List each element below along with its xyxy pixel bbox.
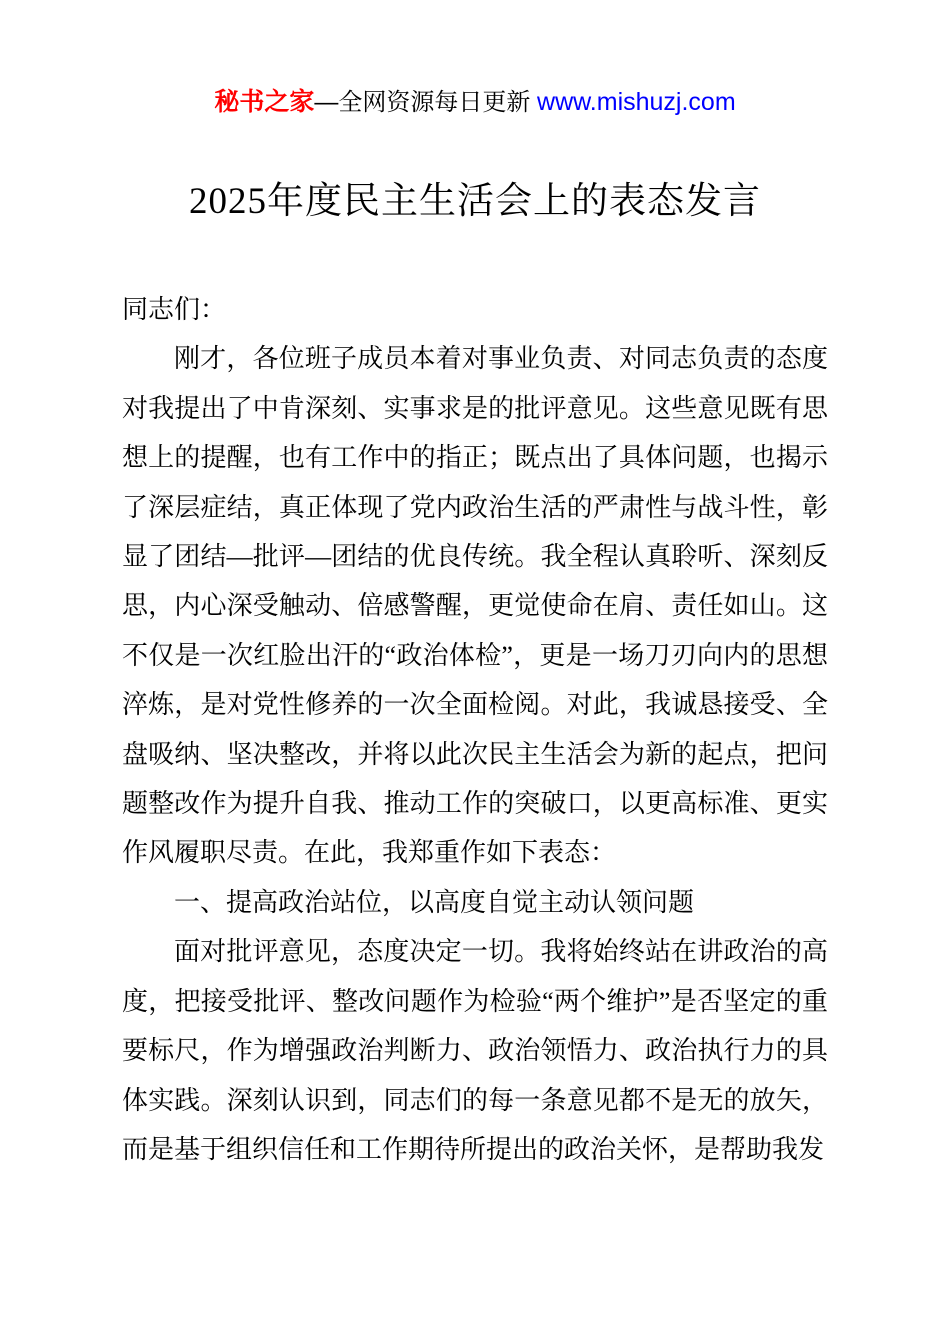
- site-url[interactable]: www.mishuzj.com: [537, 88, 736, 116]
- brand-name: 秘书之家: [214, 88, 315, 116]
- header-tagline: —全网资源每日更新: [314, 89, 538, 116]
- paragraph: 刚才，各位班子成员本着对事业负责、对同志负责的态度对我提出了中肯深刻、实事求是的批评意见。这些意见既有思想上的提醒，也有工作中的指正；既点出了具体问题，也揭示了深层症结，真正体现了党内政治生活的严肃性与战斗性，彰显了团结—批评—团结的优良传统。我全程认真聆听、深刻反思，内心深受触动、倍感警醒，更觉使命在肩、责任如山。这不仅是一次红脸出汗的“政治体检”，更是一场刀刃向内的思想淬炼，是对党性修养的一次全面检阅。对此，我诚恳接受、全盘吸纳、坚决整改，并将以此次民主生活会为新的起点，把问题整改作为提升自我、推动工作的突破口，以更高标准、更实作风履职尽责。在此，我郑重作如下表态：: [122, 344, 828, 868]
- paragraph: 面对批评意见，态度决定一切。我将始终站在讲政治的高度，把接受批评、整改问题作为检验“两个维护”是否坚定的重要标尺，作为增强政治判断力、政治领悟力、政治执行力的具体实践。深刻认识到，同志们的每一条意见都不是无的放矢，而是基于组织信任和工作期待所提出的政治关怀，是帮助我发: [122, 937, 828, 1164]
- paragraph: 同志们：: [122, 295, 227, 324]
- document-body: [122, 285, 828, 1174]
- document-title: 2025年度民主生活会上的表态发言: [189, 181, 761, 222]
- document-header: [0, 0, 950, 119]
- section-heading: 一、提高政治站位，以高度自觉主动认领问题: [174, 887, 695, 917]
